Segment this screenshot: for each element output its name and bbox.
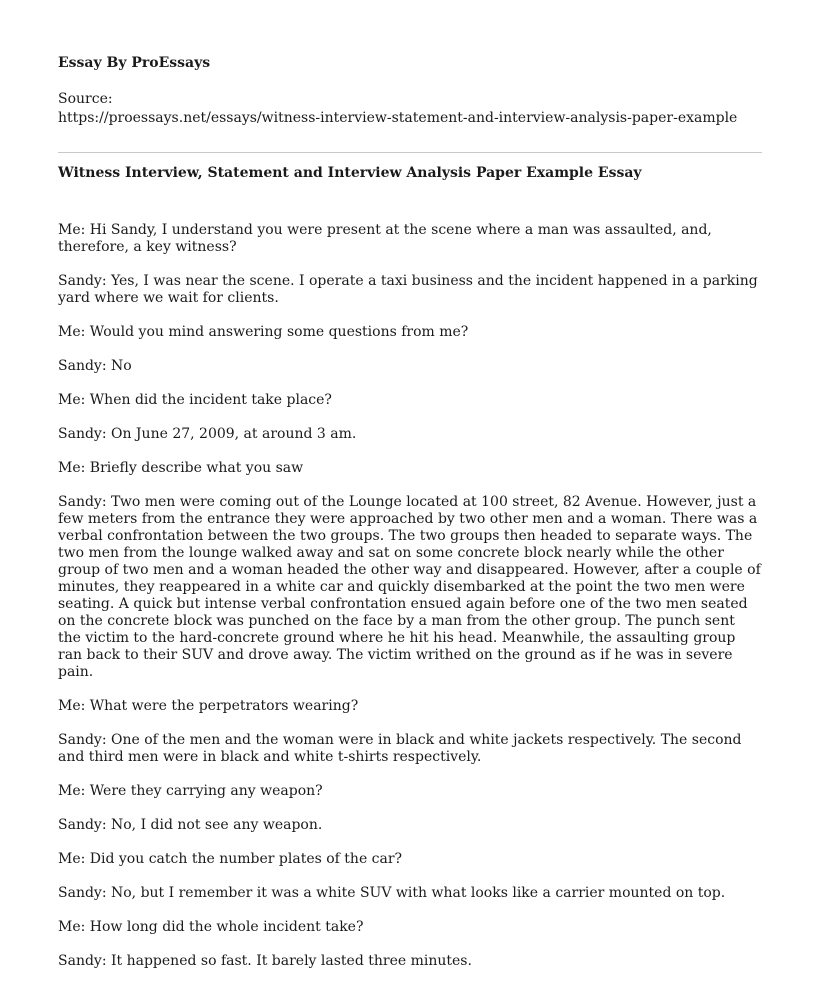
source-label: Source: [58,91,113,107]
paragraph: Sandy: It happened so fast. It barely lasted three minutes. [58,953,472,969]
essay-body [58,222,762,970]
paragraph: Sandy: No, I did not see any weapon. [58,817,323,833]
essay-title: Witness Interview, Statement and Interview Analysis Paper Example Essay [58,165,642,181]
paragraph: Sandy: On June 27, 2009, at around 3 am. [58,426,357,442]
source-url: https://proessays.net/essays/witness-interview-statement-and-interview-analysis-paper-example [58,110,738,126]
paragraph: Sandy: One of the men and the woman were in black and white jackets respectively. The second and third men were in black and white t-shirts respectively. [58,732,742,765]
paragraph: Sandy: Two men were coming out of the Lounge located at 100 street, 82 Avenue. However, just a few meters from the entrance they were approached by two other men and a woman. There was a verbal confrontation between the two groups. The two groups then headed to separate ways. The two men from the lounge walked away and sat on some concrete block nearly while the other group of two men and a woman headed the other way and disappeared. However, after a couple of minutes, they reappeared in a white car and quickly disembarked at the point the two men were seating. A quick but intense verbal confrontation ensued again before one of the two men seated on the concrete block was punched on the face by a man from the other group. The punch sent the victim to the hard-concrete ground where he hit his head. Meanwhile, the assaulting group ran back to their SUV and drove away. The victim writhed on the ground as if he was in severe pain. [58,494,761,680]
paragraph: Me: Briefly describe what you saw [58,460,304,476]
paragraph: Sandy: No [58,358,132,374]
paragraph: Me: Hi Sandy, I understand you were present at the scene where a man was assaulted, and, therefore, a key witness? [58,222,712,255]
paragraph: Me: Would you mind answering some questions from me? [58,324,469,340]
brand-title: Essay By ProEssays [58,55,211,71]
paragraph: Me: When did the incident take place? [58,392,332,408]
source-block [58,90,762,128]
paragraph: Sandy: Yes, I was near the scene. I operate a taxi business and the incident happened in a parking yard where we wait for clients. [58,273,758,306]
paragraph: Me: Were they carrying any weapon? [58,783,323,799]
paragraph: Sandy: No, but I remember it was a white SUV with what looks like a carrier mounted on top. [58,885,726,901]
paragraph: Me: Did you catch the number plates of the car? [58,851,403,867]
paragraph: Me: How long did the whole incident take? [58,919,364,935]
divider [58,152,762,153]
paragraph: Me: What were the perpetrators wearing? [58,698,359,714]
